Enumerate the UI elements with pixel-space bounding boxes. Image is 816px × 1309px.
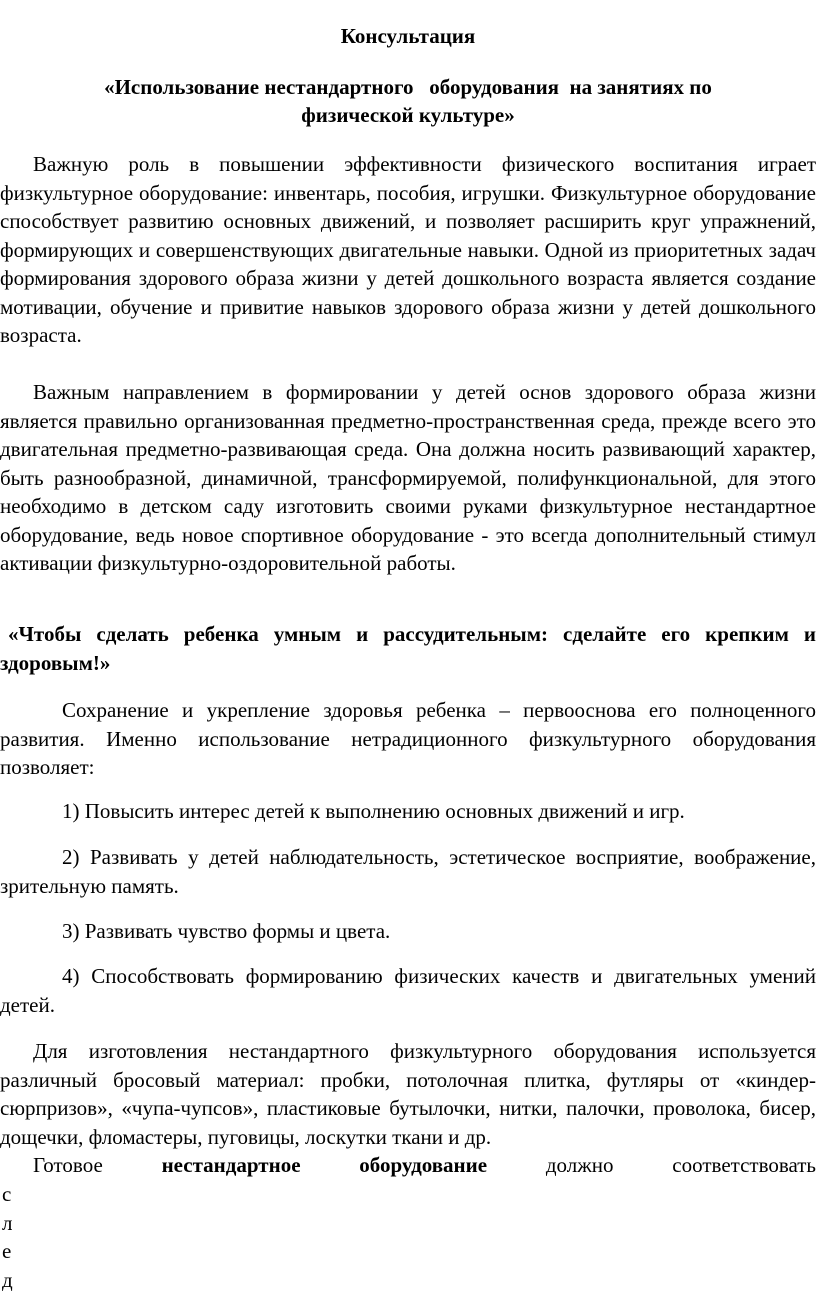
vertical-letter: е — [2, 1239, 12, 1263]
paragraph-5-end: должно соответствовать — [545, 1153, 816, 1177]
paragraph-3: Сохранение и укрепление здоровья ребенка – первооснова его полноценного развития. Именно использование нетрадиционного физкультурного оборудования позволяет: — [0, 698, 816, 779]
paragraph-5-start: Готовое — [33, 1153, 103, 1177]
subtitle-line-2: физической культуре» — [301, 103, 515, 127]
slogan: «Чтобы сделать ребенка умным и рассудительным: сделайте его крепким и здоровым!» — [0, 622, 816, 675]
paragraph-4: Для изготовления нестандартного физкультурного оборудования используется различный бросовый материал: пробки, потолочная плитка, футляры от «киндер-сюрпризов», «чупа-чупсов», пластиковые бутылочки, нитки, палочки, проволока, бисер, дощечки, фломастеры, пуговицы, лоскутки ткани и др. — [0, 1039, 816, 1149]
subtitle-line-1: «Использование нестандартного оборудования на занятиях по — [104, 75, 712, 99]
paragraph-2: Важным направлением в формировании у детей основ здорового образа жизни является правильно организованная предметно-пространственная среда, прежде всего это двигательная предметно-развивающая среда. Она должна носить развивающий характер, быть разнообразной, динамичной, трансформируемой, полифункциональной, для этого необходимо в детском саду изготовить своими руками физкультурное нестандартное оборудование, ведь новое спортивное оборудование - это всегда дополнительный стимул активации физкультурно-оздоровительной работы. — [0, 380, 816, 575]
vertical-letters — [2, 1180, 22, 1294]
paragraph-1: Важную роль в повышении эффективности физического воспитания играет физкультурное оборудование: инвентарь, пособия, игрушки. Физкультурное оборудование способствует развитию основных движений, и позволяет расширить круг упражнений, формирующих и совершенствующих двигательные навыки. Одной из приоритетных задач формирования здорового образа жизни у детей дошкольного возраста является создание мотивации, обучение и привитие навыков здорового образа жизни у детей дошкольного возраста. — [0, 152, 816, 347]
list-item-2: 2) Развивать у детей наблюдательность, эстетическое восприятие, воображение, зрительную память. — [0, 845, 816, 898]
vertical-letter: д — [2, 1267, 13, 1292]
list-item-3: 3) Развивать чувство формы и цвета. — [62, 919, 391, 943]
list-item-4: 4) Способствовать формированию физических качеств и двигательных умений детей. — [0, 964, 816, 1017]
vertical-letter: с — [2, 1182, 12, 1206]
document-title: Консультация — [340, 24, 476, 48]
document-subtitle — [40, 73, 776, 129]
paragraph-5-bold: нестандартное оборудование — [161, 1153, 488, 1177]
vertical-letter: л — [2, 1210, 13, 1235]
paragraph-5 — [0, 1151, 816, 1180]
list-item-1: 1) Повысить интерес детей к выполнению основных движений и игр. — [62, 799, 685, 823]
